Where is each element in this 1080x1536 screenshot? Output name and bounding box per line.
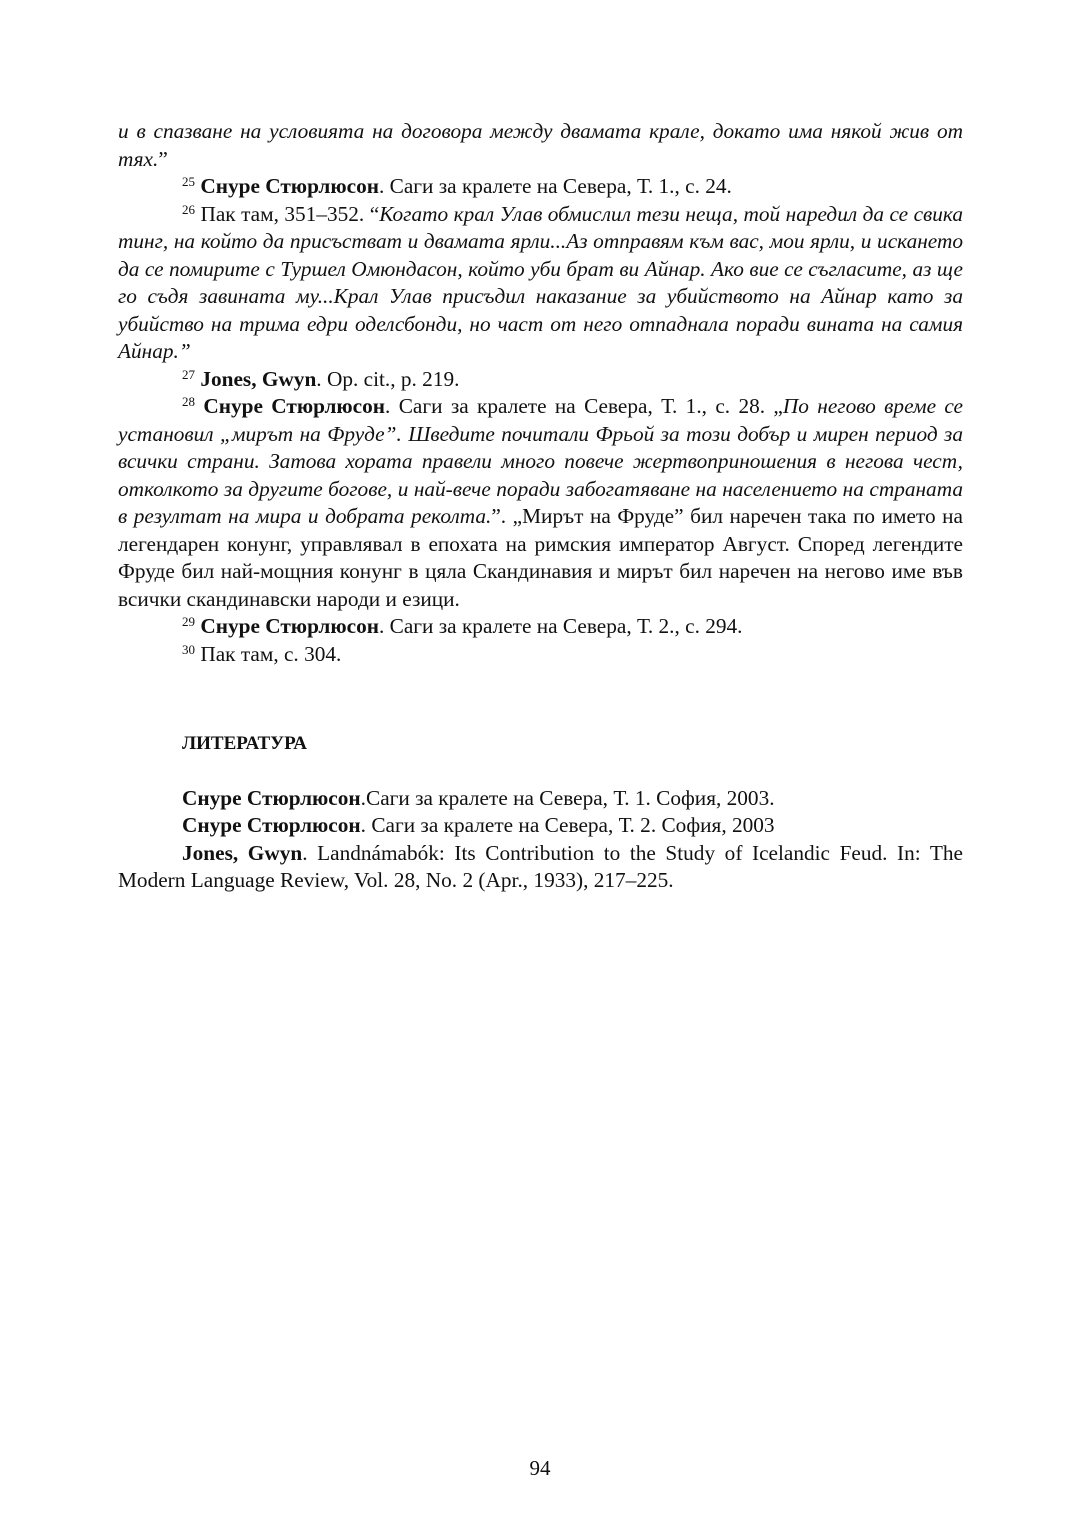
literature-author: Jones, Gwyn (182, 840, 303, 865)
footnote-text: Пак там, с. 304. (195, 641, 342, 666)
footnote-author: Jones, Gwyn (200, 366, 317, 391)
footnote-30 (118, 641, 963, 669)
footnote-number: 27 (182, 366, 195, 382)
footnote-25 (118, 173, 963, 201)
footnote-text: . Саги за кралете на Севера, Т. 2., с. 294. (379, 614, 743, 638)
literature-text: . Landnámabók: Its Contribution to the Study of Icelandic Feud. In: The Modern Language Review, Vol. 28, No. 2 (Apr., 1933), 217–225. (118, 840, 964, 892)
footnote-text: . Саги за кралете на Севера, Т. 1., с. 24. (379, 174, 732, 198)
literature-section (118, 730, 963, 895)
footnote-text: . Op. cit., p. 219. (316, 366, 460, 391)
footnote-text-tail: ”. „Мирът на Фруде” бил наречен така по името на легендарен конунг, управлявал в епохата на римския император Август. Според легендите Фруде бил най-мощния конунг в цяла Скандинавия и мирът бил наречен на негово име във всички скандинавски народи и езици. (118, 504, 963, 611)
literature-entry (118, 812, 963, 840)
footnote-number: 26 (182, 201, 195, 217)
footnote-26 (118, 201, 963, 366)
literature-text: . Саги за кралете на Севера, Т. 2. София, 2003 (360, 813, 775, 837)
literature-author: Снуре Стюрлюсон (182, 785, 361, 810)
footnote-27 (118, 366, 963, 394)
footnote-author: Снуре Стюрлюсон (203, 394, 386, 418)
footnote-28 (118, 393, 963, 613)
page-number: 94 (529, 1456, 551, 1480)
footnotes-section (118, 118, 963, 668)
footnote-number: 30 (182, 641, 195, 657)
footnote-number: 28 (182, 394, 195, 409)
literature-heading: ЛИТЕРАТУРА (182, 733, 308, 754)
footnote-author: Снуре Стюрлюсон (200, 614, 379, 638)
footnote-continuation-italic: и в спазване на условията на договора между двамата крале, докато има някой жив от тях. (118, 119, 963, 171)
footnote-number: 25 (182, 174, 195, 189)
footnote-author: Снуре Стюрлюсон (200, 174, 379, 198)
footnote-continuation-tail: ” (158, 146, 168, 171)
literature-entry (118, 840, 963, 895)
literature-author: Снуре Стюрлюсон (182, 813, 361, 837)
literature-entry (118, 785, 963, 813)
footnote-continuation (118, 118, 963, 173)
footnote-quote: По негово време се установил „мирът на Фруде”. Шведите почитали Фрьой за този добър и мирен период за всички страни. Затова хората правели много повече жертвоприношения в негова чест, отколкото за другите богове, и най-вече поради забогатяване на населението на страната в резултат на мира и добрата реколта. (118, 394, 964, 528)
footnote-number: 29 (182, 614, 195, 629)
footnote-29 (118, 613, 963, 641)
footnote-text: Пак там, 351–352. “ (195, 201, 380, 226)
literature-text: .Саги за кралете на Севера, Т. 1. София, 2003. (360, 785, 775, 810)
footnote-text: . Саги за кралете на Севера, Т. 1., с. 28. „ (385, 394, 783, 418)
footnote-quote: Когато крал Улав обмислил тези неща, той наредил да се свика тинг, на който да присъстват и двамата ярли...Аз отправям към вас, мои ярли, и искането да се помирите с Туршел Омюндасон, който уби брат ви Айнар. Ако вие се съгласите, аз ще го съдя завината му...Крал Улав присъдил наказание за убийството на Айнар като за убийство на трима едри оделсбонди, но част от него отпаднала поради вината на самия Айнар.” (118, 201, 963, 363)
